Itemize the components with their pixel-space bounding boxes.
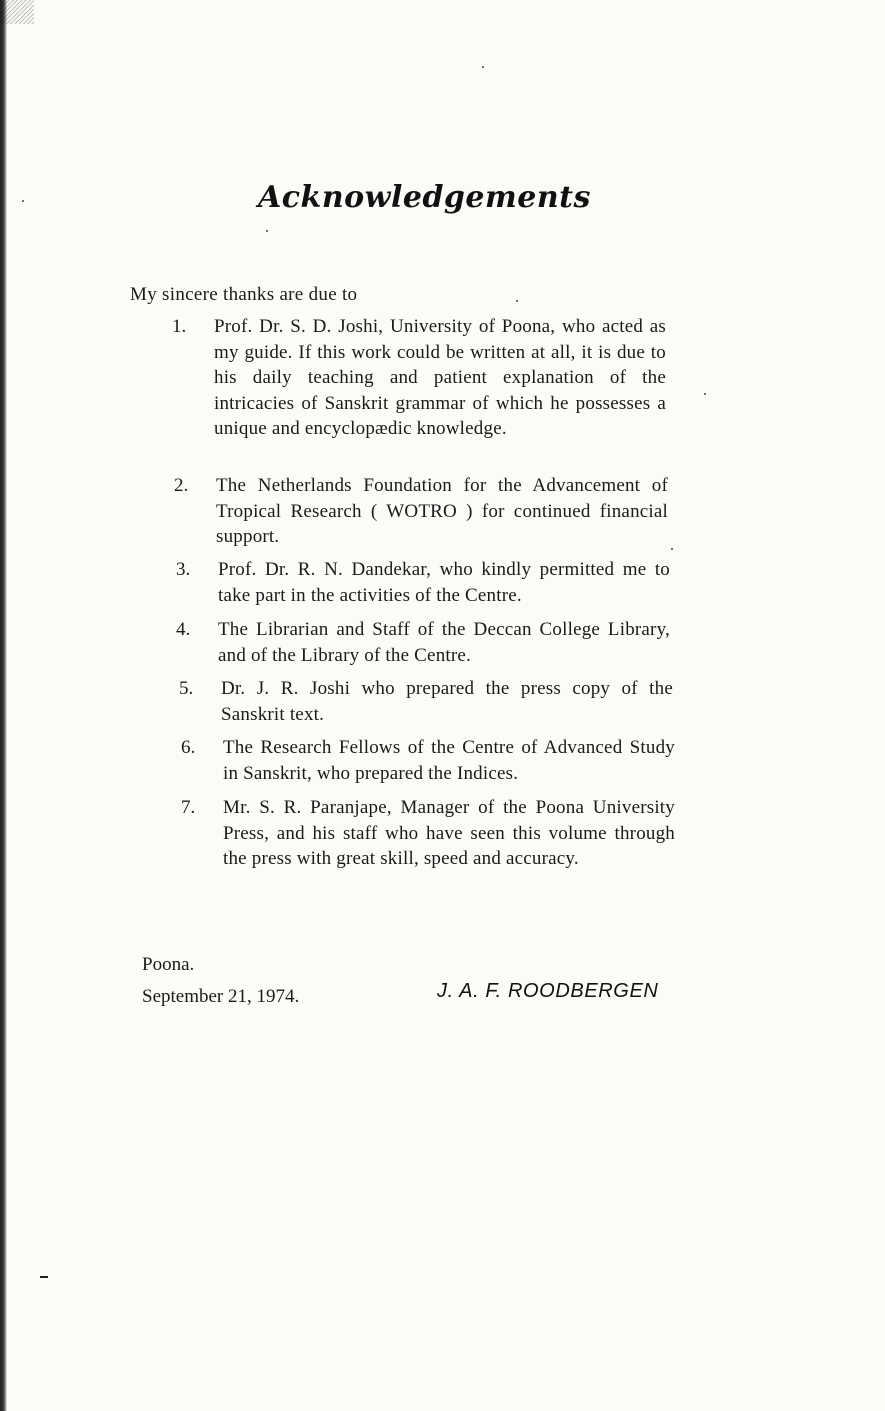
list-item-text: The Netherlands Foundation for the Advancement of Tropical Research ( WOTRO ) for continued financial support. [216, 475, 668, 547]
list-item-number: 2. [174, 475, 189, 496]
list-item-text: Prof. Dr. R. N. Dandekar, who kindly permitted me to take part in the activities of the Centre. [218, 559, 670, 606]
list-item-text: Mr. S. R. Paranjape, Manager of the Poona University Press, and his staff who have seen this volume through the press with great skill, speed and accuracy. [223, 797, 675, 869]
scan-speck [671, 548, 673, 550]
scan-speck [516, 300, 518, 302]
list-item-text: Prof. Dr. S. D. Joshi, University of Poona, who acted as my guide. If this work could be written at all, it is due to his daily teaching and patient explanation of the intricacies of Sanskrit grammar of which he possesses a unique and encyclopædic knowledge. [214, 316, 666, 439]
list-item-text: The Librarian and Staff of the Deccan College Library, and of the Library of the Centre. [218, 619, 670, 666]
scan-speck [266, 230, 268, 232]
place-line: Poona. [142, 954, 195, 975]
scan-mark [40, 1276, 48, 1278]
scan-speck [704, 393, 706, 395]
list-item-number: 3. [176, 559, 191, 580]
list-item-text: The Research Fellows of the Centre of Advanced Study in Sanskrit, who prepared the Indices. [223, 737, 675, 784]
scan-speck [482, 66, 484, 68]
list-item-number: 6. [181, 737, 196, 758]
scan-corner-noise [0, 0, 34, 24]
scan-left-edge [0, 0, 7, 1411]
author-signature: J. A. F. ROODBERGEN [437, 980, 659, 1002]
date-line: September 21, 1974. [142, 986, 300, 1007]
list-item-number: 1. [172, 316, 187, 337]
list-item-number: 7. [181, 797, 196, 818]
list-item-number: 5. [179, 678, 194, 699]
page-title: Acknowledgements [258, 180, 591, 215]
intro-text: My sincere thanks are due to [130, 284, 358, 305]
list-item-number: 4. [176, 619, 191, 640]
scan-speck [22, 200, 24, 202]
list-item-text: Dr. J. R. Joshi who prepared the press copy of the Sanskrit text. [221, 678, 673, 725]
